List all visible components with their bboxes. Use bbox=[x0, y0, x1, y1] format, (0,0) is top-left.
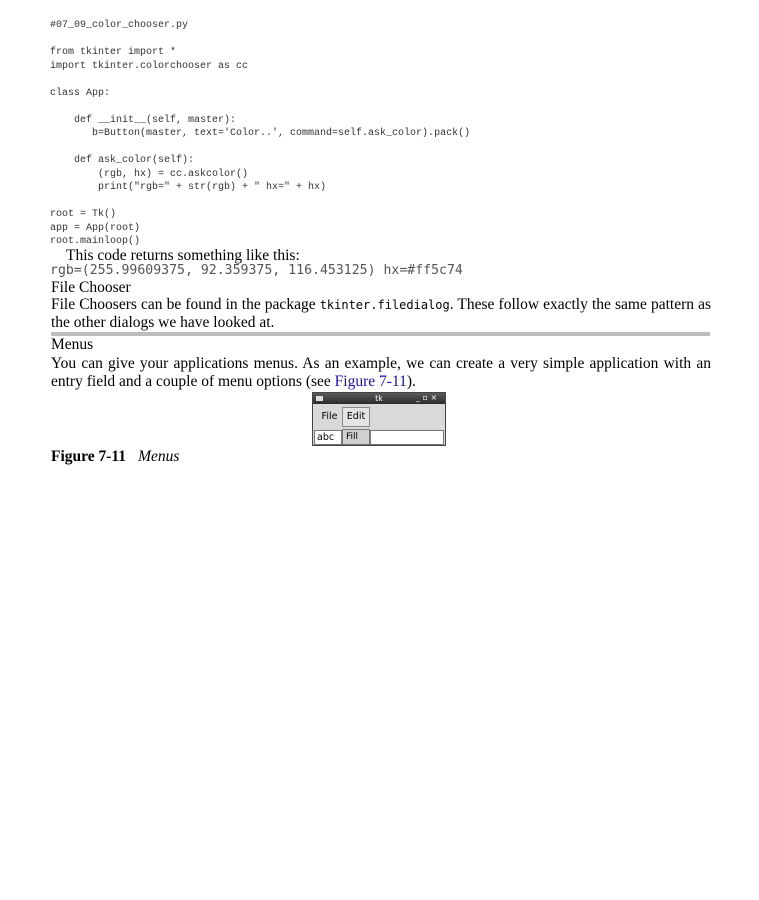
code-line: b=Button(master, text='Color..', command=self.ask_color).pack() bbox=[50, 128, 471, 139]
file-chooser-text-before: File Choosers can be found in the package bbox=[51, 296, 320, 313]
code-line: import tkinter.colorchooser as cc bbox=[50, 60, 249, 72]
window-controls-icons[interactable]: _ ▫ × bbox=[416, 393, 438, 402]
code-line: from tkinter import * bbox=[50, 47, 177, 58]
code-line: def __init__(self, master): bbox=[50, 114, 237, 126]
menus-heading: Menus bbox=[51, 336, 94, 353]
output-line: rgb=(255.99609375, 92.359375, 116.453125) hx=#ff5c74 bbox=[50, 263, 463, 278]
tk-menubar bbox=[313, 405, 445, 427]
code-line: root.mainloop() bbox=[50, 236, 141, 247]
tk-titlebar bbox=[313, 393, 445, 404]
code-line: def ask_color(self): bbox=[50, 155, 195, 166]
tk-entry-remainder bbox=[370, 430, 444, 445]
tk-entry-field[interactable]: abc bbox=[314, 430, 342, 445]
code-line bbox=[50, 100, 470, 114]
figure-title: Menus bbox=[138, 448, 180, 465]
figure-number: Figure 7-11 bbox=[51, 448, 127, 465]
figure-caption bbox=[51, 448, 179, 466]
file-chooser-text-after: . These follow exactly the same pattern as the other dialogs we have looked at. bbox=[51, 296, 711, 331]
code-line: root = Tk() bbox=[50, 209, 117, 220]
menu-item-fill[interactable]: Fill bbox=[342, 429, 370, 445]
menu-file[interactable]: File bbox=[321, 411, 338, 422]
code-line: print("rgb=" + str(rgb) + " hx=" + hx) bbox=[50, 182, 327, 193]
tk-window-title: tk bbox=[375, 394, 383, 403]
menus-text-before: You can give your applications menus. As an example, we can create a very simple application with an entry field and a couple of menu options (see bbox=[51, 355, 711, 390]
code-listing bbox=[50, 19, 470, 249]
menus-text-after: ). bbox=[406, 373, 416, 390]
menus-paragraph bbox=[51, 355, 711, 391]
code-line: (rgb, hx) = cc.askcolor() bbox=[50, 168, 249, 180]
code-line bbox=[50, 73, 470, 87]
tk-window-figure bbox=[312, 392, 446, 446]
intro-text: This code returns something like this: bbox=[66, 247, 300, 264]
code-line bbox=[50, 195, 470, 209]
section-divider bbox=[51, 332, 710, 336]
figure-7-11-link[interactable]: Figure 7-11 bbox=[334, 373, 407, 390]
menu-edit[interactable]: Edit bbox=[342, 407, 370, 427]
code-block bbox=[50, 19, 470, 249]
file-chooser-paragraph bbox=[51, 296, 711, 332]
code-line: #07_09_color_chooser.py bbox=[50, 20, 189, 31]
code-line bbox=[50, 33, 470, 47]
file-chooser-heading: File Chooser bbox=[51, 279, 131, 296]
code-line: class App: bbox=[50, 87, 111, 99]
file-chooser-package: tkinter.filedialog bbox=[319, 298, 450, 312]
code-line: app = App(root) bbox=[50, 222, 141, 234]
code-line bbox=[50, 141, 470, 155]
